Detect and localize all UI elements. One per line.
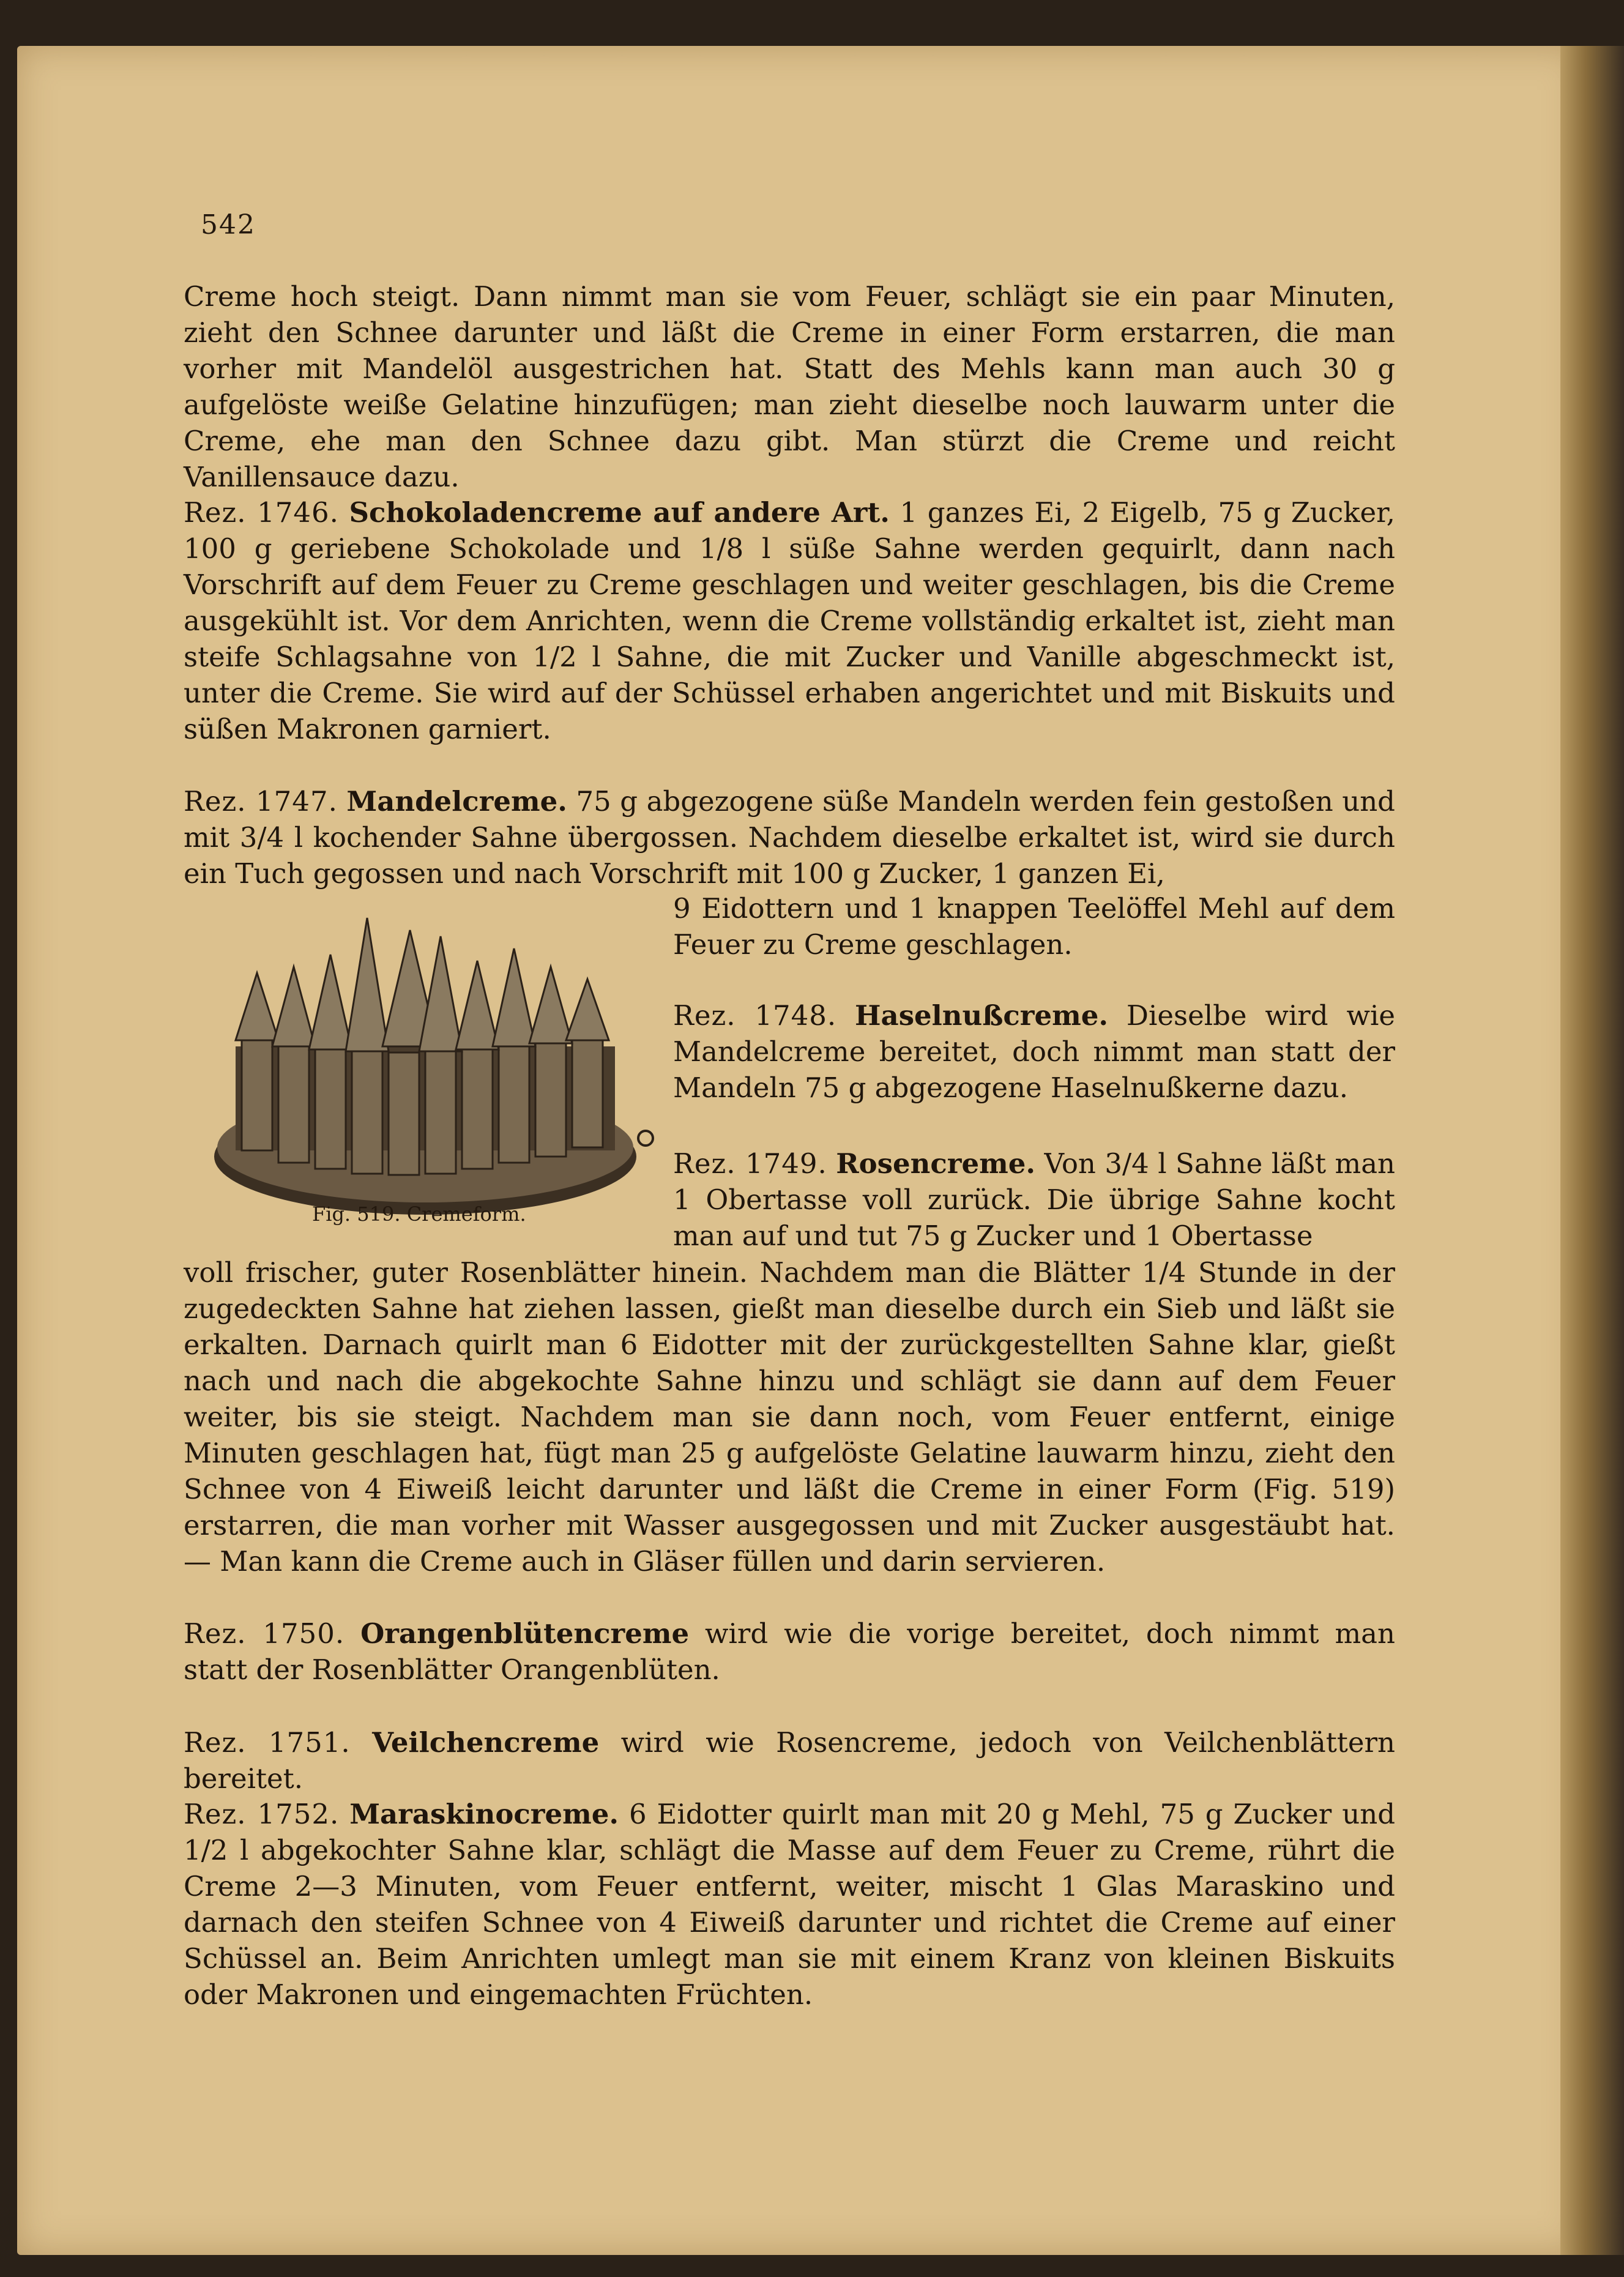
- book-spine: [1560, 46, 1624, 2255]
- recipe-text: wird wie Rosencreme, jedoch von Veilchenblättern bereitet.: [184, 1726, 1395, 1795]
- recipe-number: Rez. 1751.: [184, 1726, 351, 1759]
- recipe-1752: [184, 1796, 1395, 2013]
- recipe-title: Orangenblütencreme: [360, 1617, 690, 1650]
- recipe-text: 75 g abgezogene süße Mandeln werden fein gestoßen und mit 3/4 l kochender Sahne übergossen. Nachdem dieselbe erkaltet ist, wird sie durch ein Tuch gegossen und nach Vorschrift mit 100 g Zucker, 1 ganzen Ei,: [184, 785, 1395, 890]
- recipe-title: Haselnußcreme.: [855, 999, 1109, 1032]
- recipe-1747-continued: 9 Eidottern und 1 knappen Teelöffel Mehl auf dem Feuer zu Creme geschlagen.: [673, 892, 1395, 961]
- recipe-1747: [184, 783, 1395, 892]
- recipe-text: Von 3/4 l Sahne läßt man 1 Obertasse voll zurück. Die übrige Sahne kocht man auf und tut 75 g Zucker und 1 Obertasse: [673, 1147, 1396, 1252]
- recipe-text: Dieselbe wird wie Mandelcreme bereitet, doch nimmt man statt der Mandeln 75 g abgezogene Haselnußkerne dazu.: [673, 999, 1395, 1104]
- recipe-title: Veilchencreme: [372, 1726, 600, 1759]
- recipe-1746: [184, 494, 1395, 747]
- recipe-title: Mandelcreme.: [346, 785, 567, 818]
- recipe-1751: [184, 1724, 1395, 1797]
- recipe-text: 6 Eidotter quirlt man mit 20 g Mehl, 75 g Zucker und 1/2 l abgekochter Sahne klar, schlägt die Masse auf dem Feuer zu Creme, rührt die Creme 2—3 Minuten, vom Feuer entfernt, weiter, mischt 1 Glas Maraskino und darnach den steifen Schnee von 4 Eiweiß darunter und richtet die Creme auf einer Schüssel an. Beim Anrichten umlegt man sie mit einem Kranz von kleinen Biskuits oder Makronen und eingemachten Früchten.: [184, 1798, 1395, 2011]
- recipe-1750: [184, 1616, 1395, 1688]
- recipe-number: Rez. 1750.: [184, 1617, 345, 1650]
- recipe-1748: [673, 997, 1395, 1106]
- recipe-1749: [673, 1146, 1395, 1254]
- recipe-number: Rez. 1746.: [184, 496, 339, 529]
- paragraph-continuation: Creme hoch steigt. Dann nimmt man sie vom Feuer, schlägt sie ein paar Minuten, zieht den Schnee darunter und läßt die Creme in einer Form erstarren, die man vorher mit Mandelöl ausgestrichen hat. Statt des Mehls kann man auch 30 g aufgelöste weiße Gelatine hinzufügen; man zieht dieselbe noch lauwarm unter die Creme, ehe man den Schnee dazu gibt. Man stürzt die Creme und reicht Vanillensauce dazu.: [184, 280, 1395, 493]
- recipe-text: wird wie die vorige bereitet, doch nimmt man statt der Rosenblätter Orangenblüten.: [184, 1617, 1395, 1686]
- recipe-number: Rez. 1748.: [673, 999, 837, 1032]
- recipe-number: Rez. 1747.: [184, 785, 338, 818]
- recipe-text: 1 ganzes Ei, 2 Eigelb, 75 g Zucker, 100 g geriebene Schokolade und 1/8 l süße Sahne werden gequirlt, dann nach Vorschrift auf dem Feuer zu Creme geschlagen und weiter geschlagen, bis die Creme ausgekühlt ist. Vor dem Anrichten, wenn die Creme vollständig erkaltet ist, zieht man steife Schlagsahne von 1/2 l Sahne, die mit Zucker und Vanille abgeschmeckt ist, unter die Creme. Sie wird auf der Schüssel erhaben angerichtet und mit Biskuits und süßen Makronen garniert.: [184, 496, 1395, 745]
- cremeform-mold-illustration: [199, 893, 664, 1236]
- page-number: 542: [201, 209, 256, 240]
- recipe-title: Maraskinocreme.: [349, 1798, 619, 1830]
- recipe-number: Rez. 1749.: [673, 1147, 827, 1180]
- figure-caption: Fig. 519. Cremeform.: [312, 1202, 526, 1226]
- recipe-title: Rosencreme.: [836, 1147, 1035, 1180]
- recipe-1749-continued: voll frischer, guter Rosenblätter hinein. Nachdem man die Blätter 1/4 Stunde in der zugedeckten Sahne hat ziehen lassen, gießt man dieselbe durch ein Sieb und läßt sie erkalten. Darnach quirlt man 6 Eidotter mit der zurückgestellten Sahne klar, gießt nach und nach die abgekochte Sahne hinzu und schlägt sie dann auf dem Feuer weiter, bis sie steigt. Nachdem man sie dann noch, vom Feuer entfernt, einige Minuten geschlagen hat, fügt man 25 g aufgelöste Gelatine lauwarm hinzu, zieht den Schnee von 4 Eiweiß leicht darunter und läßt die Creme in einer Form (Fig. 519) erstarren, die man vorher mit Wasser ausgegossen und mit Zucker ausgestäubt hat. — Man kann die Creme auch in Gläser füllen und darin servieren.: [184, 1256, 1395, 1578]
- recipe-number: Rez. 1752.: [184, 1798, 340, 1830]
- recipe-title: Schokoladencreme auf andere Art.: [349, 496, 890, 529]
